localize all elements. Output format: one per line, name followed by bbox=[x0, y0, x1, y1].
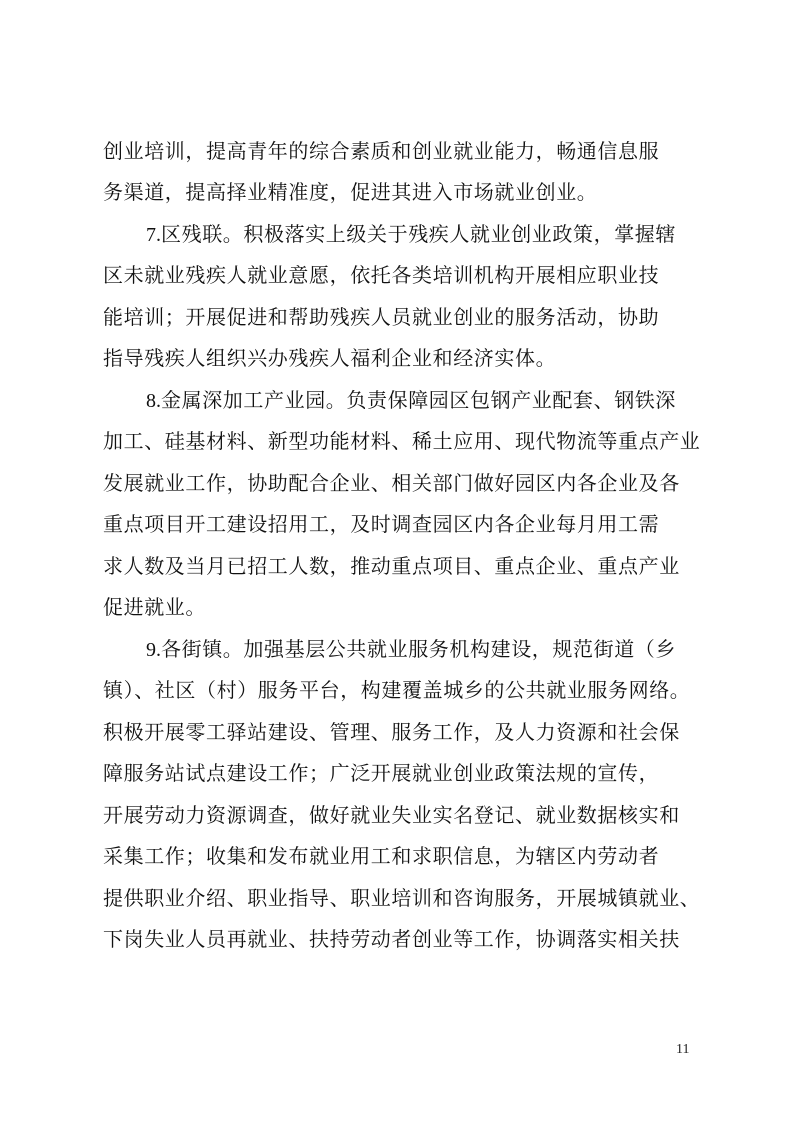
section-8-heading-line bbox=[146, 386, 676, 415]
body-text-line: 提供职业介绍、职业指导、职业培训和咨询服务，开展城镇就业、 bbox=[103, 886, 701, 910]
section-number: 7. bbox=[146, 224, 161, 246]
body-text-line: 加工、硅基材料、新型功能材料、稀土应用、现代物流等重点产业 bbox=[103, 429, 701, 453]
body-text-line: 重点项目开工建设招用工，及时调查园区内各企业每月用工需 bbox=[103, 512, 660, 536]
body-text-line: 镇）、社区（村）服务平台，构建覆盖城乡的公共就业服务网络。 bbox=[103, 678, 691, 702]
body-text-line: 各街镇。加强基层公共就业服务机构建设，规范街道（乡 bbox=[161, 637, 676, 661]
section-7-heading-line bbox=[146, 220, 676, 249]
body-text-line: 下岗失业人员再就业、扶持劳动者创业等工作，协调落实相关扶 bbox=[103, 927, 680, 951]
section-number: 8. bbox=[146, 390, 161, 412]
body-text-line: 务渠道，提高择业精准度，促进其进入市场就业创业。 bbox=[103, 180, 598, 204]
body-text-line: 促进就业。 bbox=[103, 595, 206, 619]
body-text-line: 采集工作；收集和发布就业用工和求职信息，为辖区内劳动者 bbox=[103, 844, 660, 868]
page-number: 11 bbox=[676, 1042, 690, 1057]
body-text-line: 区残联。积极落实上级关于残疾人就业创业政策，掌握辖 bbox=[161, 222, 676, 246]
section-9-heading-line bbox=[146, 635, 676, 664]
body-text-line: 创业培训，提高青年的综合素质和创业就业能力，畅通信息服 bbox=[103, 139, 660, 163]
body-text-line: 指导残疾人组织兴办残疾人福利企业和经济实体。 bbox=[103, 346, 557, 370]
body-text-line: 障服务站试点建设工作；广泛开展就业创业政策法规的宣传， bbox=[103, 761, 660, 785]
body-text-line: 金属深加工产业园。负责保障园区包钢产业配套、钢铁深 bbox=[161, 388, 676, 412]
body-text-line: 区未就业残疾人就业意愿，依托各类培训机构开展相应职业技 bbox=[103, 263, 660, 287]
body-text-line: 求人数及当月已招工人数，推动重点项目、重点企业、重点产业 bbox=[103, 554, 680, 578]
body-text-line: 积极开展零工驿站建设、管理、服务工作，及人力资源和社会保 bbox=[103, 720, 680, 744]
body-text-line: 开展劳动力资源调查，做好就业失业实名登记、就业数据核实和 bbox=[103, 803, 680, 827]
body-text-line: 发展就业工作，协助配合企业、相关部门做好园区内各企业及各 bbox=[103, 471, 680, 495]
body-text-line: 能培训；开展促进和帮助残疾人员就业创业的服务活动，协助 bbox=[103, 305, 660, 329]
section-number: 9. bbox=[146, 639, 161, 661]
